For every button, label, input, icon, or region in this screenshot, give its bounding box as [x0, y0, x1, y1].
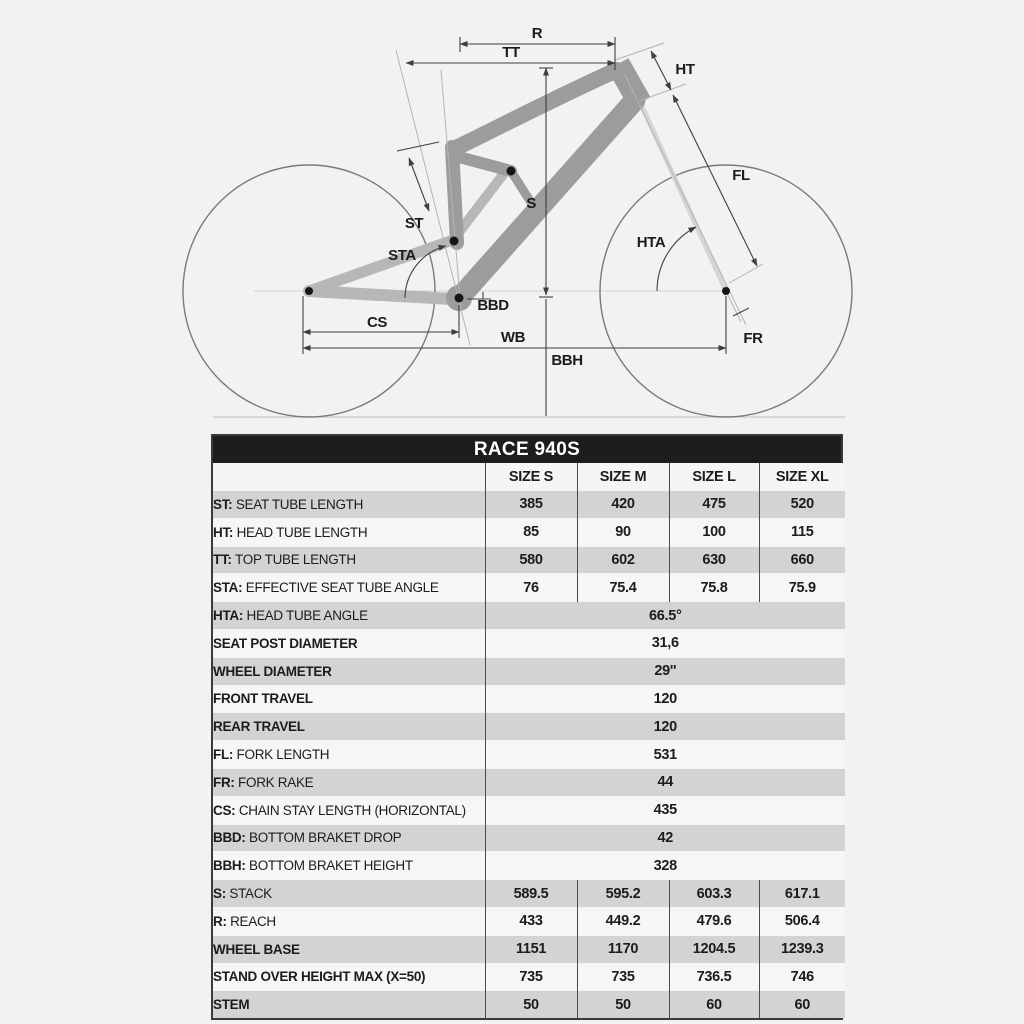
table-row [213, 546, 845, 574]
row-label-text: REAR TRAVEL [213, 719, 305, 735]
fork-rake-offset-line [726, 291, 741, 322]
value-cell: 75.9 [759, 574, 845, 602]
row-label-text: WHEEL BASE [213, 941, 300, 957]
row-label-prefix: BBD: [213, 830, 246, 846]
value-cell-span: 328 [485, 852, 845, 880]
table-row [213, 713, 845, 741]
label-head-tube: HT [675, 61, 695, 78]
table-row [213, 768, 845, 796]
header-size-m: SIZE M [577, 463, 669, 491]
main-pivot-dot [450, 237, 459, 246]
label-reach: R [531, 25, 543, 42]
row-label-cell [213, 685, 485, 713]
value-cell: 449.2 [577, 907, 669, 935]
value-cell: 520 [759, 491, 845, 519]
row-label-prefix: HTA: [213, 608, 244, 624]
label-chainstay: CS [366, 314, 388, 331]
value-cell: 76 [485, 574, 577, 602]
table-row [213, 741, 845, 769]
value-cell-span: 531 [485, 741, 845, 769]
row-label-cell [213, 796, 485, 824]
row-label-cell [213, 852, 485, 880]
table-row [213, 907, 845, 935]
value-cell: 60 [669, 991, 759, 1018]
value-cell: 1170 [577, 935, 669, 963]
table-row [213, 963, 845, 991]
row-label-text: FORK RAKE [238, 774, 314, 790]
row-label-cell [213, 546, 485, 574]
value-cell: 50 [577, 991, 669, 1018]
value-cell: 506.4 [759, 907, 845, 935]
table-row [213, 602, 845, 630]
head-tube-dimension [651, 51, 671, 90]
row-label-prefix: HT: [213, 524, 234, 540]
table-row [213, 796, 845, 824]
value-cell-span: 435 [485, 796, 845, 824]
value-cell: 595.2 [577, 880, 669, 908]
spec-table-body [213, 491, 845, 1019]
table-row [213, 824, 845, 852]
head-top-extension [615, 43, 664, 60]
row-label-text: WHEEL DIAMETER [213, 663, 332, 679]
row-label-text: BOTTOM BRAKET HEIGHT [249, 858, 413, 874]
row-label-cell [213, 824, 485, 852]
row-label-text: SEAT TUBE LENGTH [235, 496, 364, 512]
header-size-s: SIZE S [485, 463, 577, 491]
value-cell: 1239.3 [759, 935, 845, 963]
row-label-text: BOTTOM BRAKET DROP [249, 830, 402, 846]
value-cell-span: 44 [485, 768, 845, 796]
value-cell: 1151 [485, 935, 577, 963]
value-cell-span: 120 [485, 685, 845, 713]
table-row [213, 991, 845, 1018]
bottom-bracket-dot [455, 294, 464, 303]
label-head-angle: HTA [636, 234, 666, 251]
row-label-prefix: STA: [213, 580, 243, 596]
row-label-prefix: CS: [213, 802, 236, 818]
value-cell: 479.6 [669, 907, 759, 935]
row-label-text: STAND OVER HEIGHT MAX (X=50) [213, 969, 426, 985]
header-size-xl: SIZE XL [759, 463, 845, 491]
label-bb-height: BBH [551, 352, 583, 369]
value-cell: 85 [485, 518, 577, 546]
value-cell: 589.5 [485, 880, 577, 908]
front-axle-dot [722, 287, 730, 295]
table-row [213, 880, 845, 908]
value-cell: 90 [577, 518, 669, 546]
row-label-prefix: BBH: [213, 858, 246, 874]
value-cell: 1204.5 [669, 935, 759, 963]
value-cell: 385 [485, 491, 577, 519]
label-seat-angle: STA [388, 247, 416, 264]
value-cell: 75.8 [669, 574, 759, 602]
row-label-cell [213, 963, 485, 991]
row-label-text: STEM [213, 997, 250, 1013]
value-cell: 660 [759, 546, 845, 574]
value-cell: 617.1 [759, 880, 845, 908]
value-cell: 630 [669, 546, 759, 574]
row-label-prefix: ST: [213, 496, 233, 512]
value-cell-span: 66.5° [485, 602, 845, 630]
rear-axle-dot [305, 287, 313, 295]
value-cell: 75.4 [577, 574, 669, 602]
bike-geometry-diagram [0, 0, 1024, 434]
table-row [213, 852, 845, 880]
row-label-prefix: FL: [213, 747, 234, 763]
value-cell: 475 [669, 491, 759, 519]
row-label-cell [213, 518, 485, 546]
table-row [213, 491, 845, 519]
front-triangle [446, 64, 640, 311]
model-title: RACE 940S [213, 436, 841, 463]
row-label-text: REACH [230, 913, 276, 929]
row-label-text: STACK [229, 886, 272, 902]
row-label-text: SEAT POST DIAMETER [213, 635, 358, 651]
chainstay [309, 291, 452, 299]
table-row [213, 685, 845, 713]
table-row [213, 574, 845, 602]
row-label-cell [213, 574, 485, 602]
label-stack: S [526, 195, 536, 212]
value-cell: 736.5 [669, 963, 759, 991]
value-cell: 60 [759, 991, 845, 1018]
value-cell: 100 [669, 518, 759, 546]
value-cell: 746 [759, 963, 845, 991]
value-cell: 580 [485, 546, 577, 574]
value-cell: 115 [759, 518, 845, 546]
label-bb-drop: BBD [477, 297, 509, 314]
value-cell: 603.3 [669, 880, 759, 908]
row-label-text: EFFECTIVE SEAT TUBE ANGLE [245, 580, 439, 596]
row-label-cell [213, 602, 485, 630]
size-header-row [213, 463, 845, 491]
value-cell-span: 29'' [485, 657, 845, 685]
row-label-text: HEAD TUBE LENGTH [236, 524, 368, 540]
fork-length-end-tick [729, 264, 763, 283]
spec-table [213, 463, 845, 1018]
rocker-arm [459, 157, 511, 171]
row-label-text: TOP TUBE LENGTH [235, 552, 356, 568]
row-label-text: CHAIN STAY LENGTH (HORIZONTAL) [238, 802, 466, 818]
row-label-text: FORK LENGTH [236, 747, 330, 763]
table-row [213, 657, 845, 685]
value-cell: 735 [485, 963, 577, 991]
row-label-prefix: S: [213, 886, 226, 902]
row-label-cell [213, 713, 485, 741]
seat-tube-top-tick [397, 142, 439, 151]
row-label-cell [213, 629, 485, 657]
row-label-cell [213, 991, 485, 1018]
value-cell: 50 [485, 991, 577, 1018]
row-label-cell [213, 935, 485, 963]
row-label-text: FRONT TRAVEL [213, 691, 313, 707]
row-label-prefix: R: [213, 913, 227, 929]
label-wheelbase: WB [500, 329, 526, 346]
header-empty-cell [213, 463, 485, 491]
row-label-cell [213, 657, 485, 685]
value-cell-span: 31,6 [485, 629, 845, 657]
row-label-prefix: FR: [213, 774, 235, 790]
label-seat-tube: ST [404, 215, 424, 232]
rocker-pivot-dot [507, 167, 516, 176]
label-top-tube: TT [502, 44, 520, 61]
row-label-text: HEAD TUBE ANGLE [246, 608, 368, 624]
row-label-cell [213, 907, 485, 935]
label-fork-rake: FR [743, 330, 763, 347]
value-cell: 735 [577, 963, 669, 991]
header-size-l: SIZE L [669, 463, 759, 491]
value-cell: 420 [577, 491, 669, 519]
row-label-prefix: TT: [213, 552, 232, 568]
value-cell-span: 120 [485, 713, 845, 741]
geometry-spec-table [211, 434, 843, 1020]
row-label-cell [213, 741, 485, 769]
row-label-cell [213, 880, 485, 908]
table-row [213, 518, 845, 546]
value-cell-span: 42 [485, 824, 845, 852]
value-cell: 433 [485, 907, 577, 935]
label-fork-length: FL [732, 167, 750, 184]
row-label-cell [213, 768, 485, 796]
table-row [213, 629, 845, 657]
seat-tube-dimension [409, 158, 429, 211]
table-row [213, 935, 845, 963]
seatstay [309, 240, 453, 291]
row-label-cell [213, 491, 485, 519]
value-cell: 602 [577, 546, 669, 574]
fork-blade [641, 104, 726, 291]
